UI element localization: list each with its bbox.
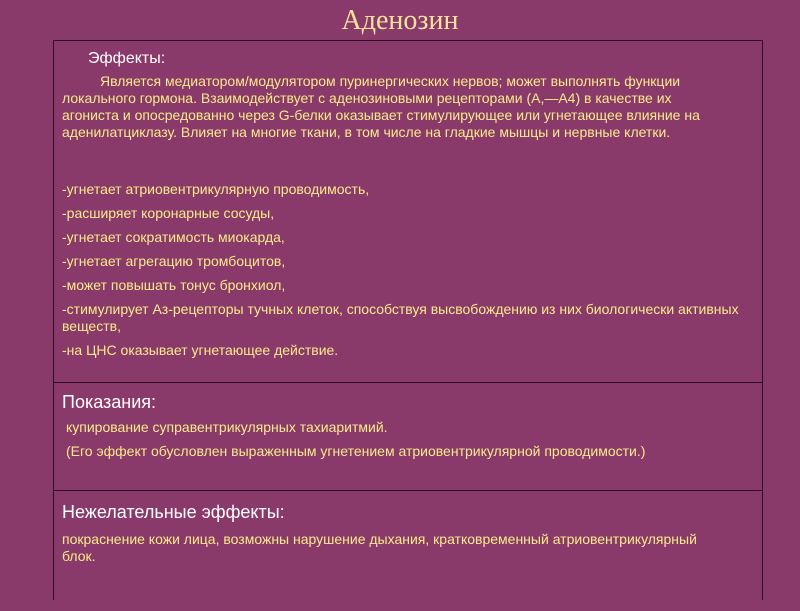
effects-list-item: -стимулирует Аз-рецепторы тучных клеток, способствуя высвобождению из них биологически активных веществ, [62, 301, 739, 334]
indications-cell [54, 383, 762, 491]
indications-text: купирование суправентрикулярных тахиаритмий. [66, 419, 388, 435]
effects-list-item: -может повышать тонус бронхиол, [62, 277, 286, 293]
effects-list-item: -на ЦНС оказывает угнетающее действие. [62, 342, 339, 358]
effects-list [62, 181, 742, 366]
indications-heading: Показания: [62, 392, 157, 412]
effects-list-item: -угнетает агрегацию тромбоцитов, [62, 253, 286, 269]
effects-intro: Является медиатором/модулятором пуринергических нервов; может выполнять функции локального гормона. Взаимодействует с аденозиновыми рецепторами (А,—А4) в качестве их агониста и опосредованно через G-белки оказывает стимулирующее или угнетающее влияние на аденилатциклазу. Влияет на многие ткани, в том числе на гладкие мышцы и нервные клетки. [62, 73, 700, 140]
side-effects-heading: Нежелательные эффекты: [62, 502, 285, 522]
effects-list-item: -расширяет коронарные сосуды, [62, 205, 275, 221]
content-table [53, 40, 763, 600]
effects-list-item: -угнетает сократимость миокарда, [62, 229, 285, 245]
indications-note: (Его эффект обусловлен выраженным угнетением атриовентрикулярной проводимости.) [66, 443, 646, 459]
effects-heading: Эффекты: [88, 50, 166, 67]
side-effects-cell [54, 491, 762, 611]
effects-cell [54, 41, 762, 383]
effects-list-item: -угнетает атриовентрикулярную проводимость, [62, 181, 370, 197]
side-effects-text: покраснение кожи лица, возможны нарушение дыхания, кратковременный атриовентрикулярный блок. [62, 531, 697, 564]
slide-title: Аденозин [341, 5, 459, 36]
